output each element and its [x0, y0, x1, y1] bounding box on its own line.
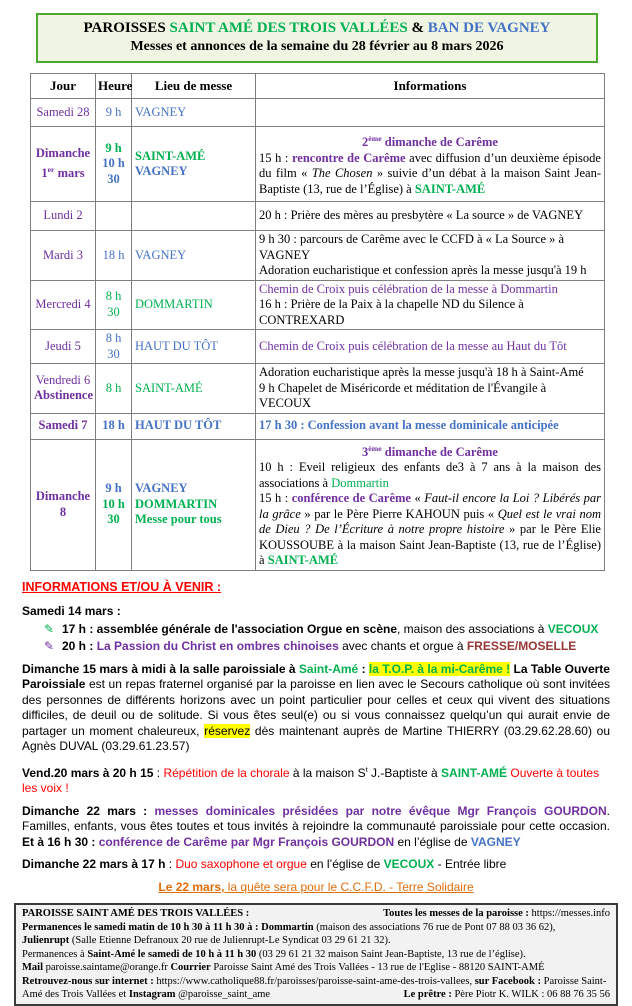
- bullet-item: [44, 622, 610, 638]
- text-run: Chemin de Croix puis célébration de la messe à Dommartin: [259, 281, 558, 296]
- text-run: Julienrupt: [22, 935, 70, 947]
- text-run: SAINT-AMÉ: [441, 765, 508, 780]
- place-cell: [132, 280, 256, 330]
- day-cell: [31, 127, 96, 202]
- column-header-heure: Heure: [96, 74, 132, 99]
- info-line: [259, 297, 601, 328]
- text-run: Saint-Amé le samedi de 10 h à 11 h 30: [87, 948, 257, 960]
- schedule-row: [31, 330, 605, 364]
- time-cell: [96, 330, 132, 364]
- text-run: 18 h: [102, 418, 125, 433]
- section-heading: [22, 580, 610, 596]
- text-run: dimanche de Carême: [381, 135, 498, 150]
- footer-box: [14, 903, 618, 1006]
- footer-line-left: [22, 907, 249, 921]
- announcement-paragraph: [22, 804, 610, 851]
- pen-bullet-icon: ✎: [44, 621, 55, 636]
- schedule-row: [31, 99, 605, 127]
- day-cell: [31, 364, 96, 414]
- text-run: HAUT DU TÔT: [135, 338, 218, 353]
- time-cell: [96, 364, 132, 414]
- text-run: VAGNEY: [135, 104, 187, 119]
- info-cell: [256, 364, 605, 414]
- text-run: SAINT AMÉ DES TROIS VALLÉES: [169, 20, 408, 36]
- text-run: est un repas fraternel organisé par la paroisse en lien avec le Secours catholique où sont invitées des personnes de différents horizons avec un point particulier pour celles et ceux qui vivent des situations difficiles, de deuil ou de solitude. Si vous êtes seul(e) ou si vous connaissez quelqu’un qui aurait envie de partager un moment chaleureux,: [22, 677, 610, 738]
- info-cell: [256, 99, 605, 127]
- text-run: :: [153, 765, 164, 780]
- text-run: 20 h : Prière des mères au presbytère « La source » de VAGNEY: [259, 208, 584, 223]
- place-cell: [132, 99, 256, 127]
- text-run: VECOUX: [383, 857, 435, 872]
- text-run: :: [358, 661, 369, 676]
- footer-line: [22, 934, 610, 948]
- text-run: Jeudi 5: [45, 338, 81, 353]
- footer-line: [22, 975, 610, 989]
- text-run: 15 h :: [259, 491, 292, 506]
- text-run: Abstinence: [34, 388, 94, 403]
- text-run: messes dominicales présidées par notre évêque Mgr François GOURDON: [154, 803, 607, 818]
- text-run: Lundi 2: [43, 208, 83, 223]
- text-run: DOMMARTIN: [135, 297, 213, 311]
- text-run: conférence de Carême: [291, 491, 411, 506]
- text-run: 8 h: [105, 380, 122, 395]
- text-run: . Familles, enfants, vous êtes toutes et tous invités à rejoindre la communauté paroissiale pour cette occasion.: [22, 803, 610, 834]
- place-cell: [132, 231, 256, 281]
- text-run: BAN DE VAGNEY: [427, 20, 551, 36]
- text-run: (03 29 61 21 32 maison Saint Jean-Baptiste, 13 rue de l’église).: [256, 948, 526, 960]
- footer-line-right: [404, 988, 610, 1002]
- page-title: [42, 19, 592, 38]
- text-run: rencontre de Carême: [291, 150, 406, 165]
- schedule-row: [31, 127, 605, 202]
- text-run: Paroisse Saint-: [541, 975, 607, 987]
- text-run: 17 h : assemblée générale de l'association Orgue en scène: [62, 621, 397, 636]
- text-run: DOMMARTIN: [135, 496, 218, 511]
- text-run: 20 h :: [62, 639, 97, 654]
- text-run: VECOUX: [547, 621, 599, 636]
- time-cell: [96, 127, 132, 202]
- text-run: Le 22 mars,: [158, 879, 225, 894]
- text-run: SAINT-AMÉ: [414, 181, 486, 196]
- day-cell: [31, 330, 96, 364]
- text-run: HAUT DU TÔT: [135, 418, 222, 433]
- text-run: Père Piotr K. WILK : 06 88 76 35 56: [451, 989, 610, 1001]
- text-run: La Passion du Christ en ombres chinoises: [96, 639, 339, 654]
- page-subtitle: Messes et annonces de la semaine du 28 février au 8 mars 2026: [130, 39, 504, 54]
- url-link[interactable]: https://messes.info: [531, 908, 610, 920]
- text-run: Et à 16 h 30 :: [22, 834, 96, 849]
- text-run: Duo saxophone et orgue: [175, 857, 307, 872]
- footer-line: [22, 948, 610, 962]
- info-line: [259, 263, 601, 279]
- text-run: Vend.20 mars à 20 h 15: [22, 765, 154, 780]
- schedule-row: [31, 280, 605, 330]
- text-run: sur Facebook :: [474, 975, 541, 987]
- text-run: Mail: [22, 962, 43, 974]
- footer-line-left: [22, 988, 270, 1002]
- info-line: [259, 365, 601, 381]
- text-run: 9 h: [105, 104, 122, 119]
- text-run: réservez: [204, 723, 251, 738]
- text-run: :: [165, 857, 176, 872]
- info-cell: [256, 439, 605, 570]
- text-run: Instagram: [128, 989, 176, 1001]
- mass-schedule-table: [30, 73, 605, 571]
- text-run: » par le Père Elie KOUSSOUBE à la maison Saint Jean-Baptiste (13, rue de l’Église) à: [259, 522, 601, 568]
- text-run: Amé des Trois Vallées et: [22, 989, 129, 1001]
- text-run: (maison des associations 76 rue de Pont 07 88 03 36 62),: [313, 921, 556, 933]
- text-run: (Salle Etienne Defranoux 20 rue de Julienrupt-Le Syndicat 03 29 61 21 32).: [69, 935, 391, 947]
- url-link[interactable]: https://www.catholique88.fr/paroisses/paroisse-saint-ame-des-trois-vallees: [156, 975, 470, 987]
- text-run: Ouverte à toutes les voix !: [22, 765, 600, 796]
- text-run: 9 h: [105, 481, 122, 496]
- text-run: SAINT-AMÉ: [135, 148, 206, 163]
- text-run: La Table Ouverte Paroissiale: [22, 661, 610, 692]
- text-run: 9 h Chapelet de Miséricorde et méditation de l'Évangile à VECOUX: [259, 380, 547, 410]
- info-cell: [256, 330, 605, 364]
- info-line: [259, 151, 601, 198]
- text-run: avec chants et orgue à: [338, 639, 467, 654]
- day-cell: [31, 439, 96, 570]
- day-cell: [31, 99, 96, 127]
- text-run: 15 h :: [259, 150, 292, 165]
- info-cell: [256, 127, 605, 202]
- time-cell: [96, 99, 132, 127]
- text-run: 2: [362, 135, 369, 150]
- info-cell: [256, 280, 605, 330]
- place-cell: [132, 413, 256, 439]
- info-cell: [256, 413, 605, 439]
- url-link[interactable]: @paroisse_saint_ame: [178, 989, 271, 1001]
- schedule-row: [31, 439, 605, 570]
- text-run: à la maison S: [289, 765, 366, 780]
- text-run: » par le Père Pierre KAHOUN puis «: [300, 506, 498, 521]
- text-run: Chemin de Croix puis célébration de la messe au Haut du Tôt: [259, 338, 567, 353]
- text-run: 16 h : Prière de la Paix à la chapelle ND du Silence à CONTREXARD: [259, 297, 524, 327]
- announcement-paragraph: [22, 762, 610, 797]
- text-run: VAGNEY: [135, 164, 188, 178]
- text-run: 8 h 30: [105, 289, 122, 319]
- footer-line: [22, 988, 610, 1002]
- day-cell: [31, 202, 96, 231]
- text-run: » suivie d’un débat à la maison Saint Jean-Baptiste (13, rue de l’Église) à: [259, 166, 601, 196]
- text-run: Dimanche: [35, 146, 91, 161]
- info-line: [259, 460, 601, 491]
- place-cell: [132, 364, 256, 414]
- footer-line-right: [383, 907, 610, 921]
- footer-line: [22, 907, 610, 921]
- text-run: PAROISSES: [83, 20, 170, 36]
- pen-bullet-icon: ✎: [44, 639, 55, 654]
- text-run: 9 h 30 : parcours de Carême avec le CCFD à « La Source » à VAGNEY: [259, 232, 565, 262]
- text-run: Dimanche 8: [35, 489, 91, 519]
- info-line: [259, 131, 601, 151]
- text-run: Dimanche 22 mars à 17 h: [22, 857, 166, 872]
- day-cell: [31, 280, 96, 330]
- announcement-paragraph: [22, 604, 610, 620]
- text-run: ,: [469, 975, 475, 987]
- text-run: INFORMATIONS ET/OU À VENIR :: [22, 579, 222, 594]
- info-cell: [256, 202, 605, 231]
- title-box: [36, 13, 598, 63]
- text-run: ème: [368, 133, 382, 143]
- info-cell: [256, 231, 605, 281]
- text-run: avec diffusion d’un deuxième épisode du film «: [259, 150, 601, 181]
- text-run: Samedi 28: [36, 104, 90, 119]
- text-run: Dommartin: [331, 475, 389, 490]
- text-run: J.-Baptiste à: [367, 765, 442, 780]
- text-run: Adoration eucharistique et confession après la messe jusqu'à 19 h: [259, 263, 587, 277]
- place-cell: [132, 330, 256, 364]
- text-run: dès maintenant auprès de Martine THIERRY (03.29.62.28.60) ou Agnès DUVAL (03.29.61.23.57): [22, 723, 610, 754]
- text-run: SAINT-AMÉ: [267, 553, 339, 568]
- text-run: Dimanche 22 mars :: [22, 803, 148, 818]
- text-run: Paroisse Saint Amé des Trois Vallées - 13 rue de l'Eglise - 88120 SAINT-AMÉ: [210, 962, 545, 974]
- text-run: SAINT-AMÉ: [135, 380, 203, 395]
- text-run: Dimanche 15 mars à midi à la salle paroissiale à: [22, 661, 299, 676]
- time-cell: [96, 280, 132, 330]
- text-run: PAROISSE SAINT AMÉ DES TROIS VALLÉES :: [22, 908, 250, 920]
- text-run: 8 h 30: [105, 331, 122, 361]
- text-run: Samedi 14 mars :: [22, 604, 121, 619]
- info-line: [259, 232, 601, 263]
- text-run: Vendredi 6: [35, 372, 91, 387]
- column-header-lieu: Lieu de messe: [132, 74, 256, 99]
- text-run: Mercredi 4: [35, 297, 91, 311]
- text-run: Permanences le samedi matin de 10 h 30 à 11 h 30 à : Dommartin: [22, 921, 314, 933]
- text-run: VAGNEY: [135, 247, 187, 262]
- table-header-row: [31, 74, 605, 99]
- info-line: [259, 491, 601, 569]
- text-run: Messe pour tous: [135, 512, 222, 527]
- text-run: 18 h: [102, 247, 125, 262]
- info-line: [259, 339, 601, 355]
- day-cell: [31, 231, 96, 281]
- schedule-row: [31, 413, 605, 439]
- text-run: conférence de Carême par Mgr François GOURDON: [98, 834, 395, 849]
- text-run: VAGNEY: [470, 834, 521, 849]
- info-line: [259, 208, 601, 224]
- text-run: Toutes les messes de la paroisse :: [383, 908, 529, 920]
- text-run: Quel est le vrai nom de Dieu ? De l’Écriture à notre propre histoire: [259, 506, 601, 537]
- text-run: Samedi 7: [38, 418, 88, 433]
- schedule-row: [31, 202, 605, 231]
- info-line: [259, 282, 601, 298]
- text-run: , maison des associations à: [397, 621, 548, 636]
- text-run: Adoration eucharistique après la messe jusqu'à 18 h à Saint-Amé: [259, 365, 584, 379]
- column-header-informations: Informations: [256, 74, 605, 99]
- text-run: ème: [368, 443, 382, 453]
- bullet-text: [62, 639, 576, 655]
- text-run: 1: [41, 166, 48, 181]
- text-run: Le prêtre :: [403, 989, 452, 1001]
- footer-line: [22, 921, 610, 935]
- place-cell: [132, 439, 256, 570]
- text-run: Mardi 3: [43, 247, 83, 262]
- text-run: «: [410, 491, 425, 506]
- info-line: [259, 381, 601, 412]
- text-run: 3: [362, 444, 369, 459]
- time-cell: [96, 231, 132, 281]
- place-cell: [132, 127, 256, 202]
- text-run: 10 h : Eveil religieux des enfants de3 à 7 ans à la maison des associations à: [259, 460, 601, 490]
- column-header-jour: Jour: [31, 74, 96, 99]
- text-run: t: [365, 764, 368, 774]
- text-run: 9 h: [105, 140, 122, 155]
- text-run: 10 h 30: [102, 156, 125, 186]
- text-run: Faut-il encore la Loi ? Libérés par la grâce: [259, 491, 601, 521]
- bullet-text: [62, 622, 598, 638]
- text-run: en l’église de: [394, 834, 471, 849]
- footer-line: [22, 961, 610, 975]
- text-run: la T.O.P. à la mi-Carême !: [368, 661, 511, 676]
- time-cell: [96, 202, 132, 231]
- text-run: er: [47, 164, 55, 174]
- text-run: FRESSE/MOSELLE: [466, 639, 577, 654]
- announcement-paragraph: [22, 857, 610, 873]
- text-run: en l’église de: [306, 857, 384, 872]
- place-cell: [132, 202, 256, 231]
- text-run: Saint-Amé: [298, 661, 359, 676]
- day-cell: [31, 413, 96, 439]
- info-line: [259, 441, 601, 461]
- info-line: [259, 418, 601, 434]
- announcement-paragraph: [22, 662, 610, 755]
- time-cell: [96, 439, 132, 570]
- text-run: - Entrée libre: [434, 857, 507, 872]
- text-run: Répétition de la chorale: [163, 765, 290, 780]
- text-run: mars: [54, 166, 85, 181]
- schedule-row: [31, 231, 605, 281]
- text-run: &: [407, 20, 428, 36]
- announcement-paragraph: [22, 880, 610, 896]
- text-run: Courrier: [170, 962, 211, 974]
- text-run: Retrouvez-nous sur internet :: [22, 975, 154, 987]
- text-run: la quête sera pour le C.C.F.D. - Terre Solidaire: [224, 879, 474, 894]
- text-run: 10 h 30: [102, 496, 125, 527]
- text-run: 17 h 30 : Confession avant la messe dominicale anticipée: [259, 418, 559, 433]
- text-run: The Chosen: [311, 166, 373, 181]
- schedule-row: [31, 364, 605, 414]
- text-run: VAGNEY: [135, 481, 188, 496]
- bullet-item: [44, 639, 610, 655]
- text-run: dimanche de Carême: [381, 444, 498, 459]
- time-cell: [96, 413, 132, 439]
- text-run: Permanences à: [22, 948, 88, 960]
- announcements-section: [22, 580, 610, 896]
- url-link[interactable]: paroisse.saintame@orange.fr: [45, 962, 168, 974]
